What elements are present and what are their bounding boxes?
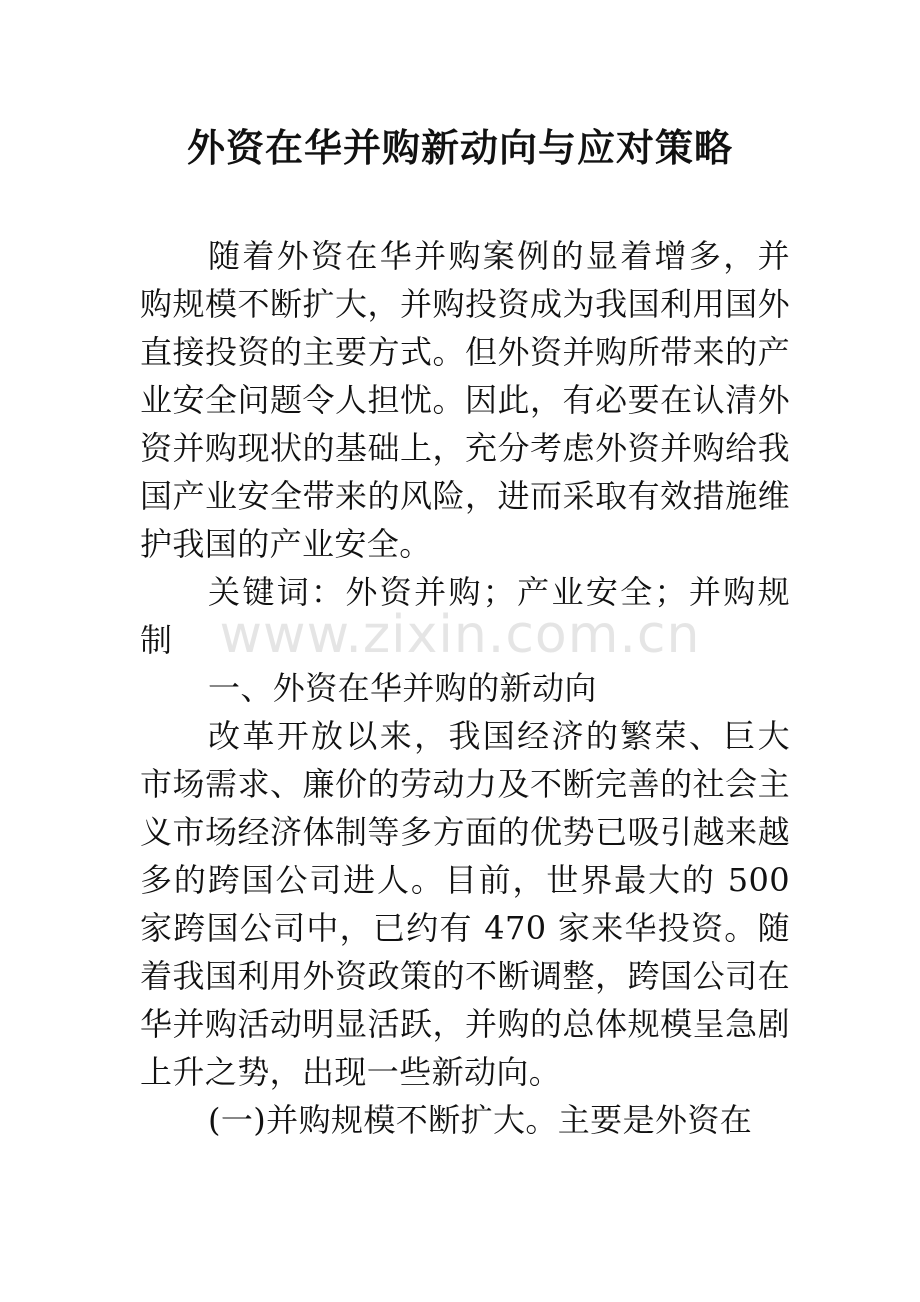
body-paragraph: 改革开放以来，我国经济的繁荣、巨大市场需求、廉价的劳动力及不断完善的社会主义市场经济体制等多方面的优势已吸引越来越多的跨国公司进人。目前，世界最大的 500 家跨国公司中，已约有 470 家来华投资。随着我国利用外资政策的不断调整，跨国公司在华并购活动明显活跃，并购的总体规模呈急剧上升之势，出现一些新动向。: [140, 717, 790, 1091]
section-heading: 一、外资在华并购的新动向: [208, 669, 597, 707]
abstract-paragraph: 随着外资在华并购案例的显着增多，并购规模不断扩大，并购投资成为我国利用国外直接投资的主要方式。但外资并购所带来的产业安全问题令人担忧。因此，有必要在认清外资并购现状的基础上，充分考虑外资并购给我国产业安全带来的风险，进而采取有效措施维护我国的产业安全。: [140, 237, 790, 563]
keywords-paragraph: 关键词：外资并购；产业安全；并购规制: [140, 573, 790, 659]
subsection-paragraph: (一)并购规模不断扩大。主要是外资在: [208, 1101, 753, 1139]
document-title: 外资在华并购新动向与应对策略: [186, 125, 733, 170]
document-body: [140, 232, 790, 1144]
watermark: www.zixin.com.cn: [219, 605, 701, 665]
